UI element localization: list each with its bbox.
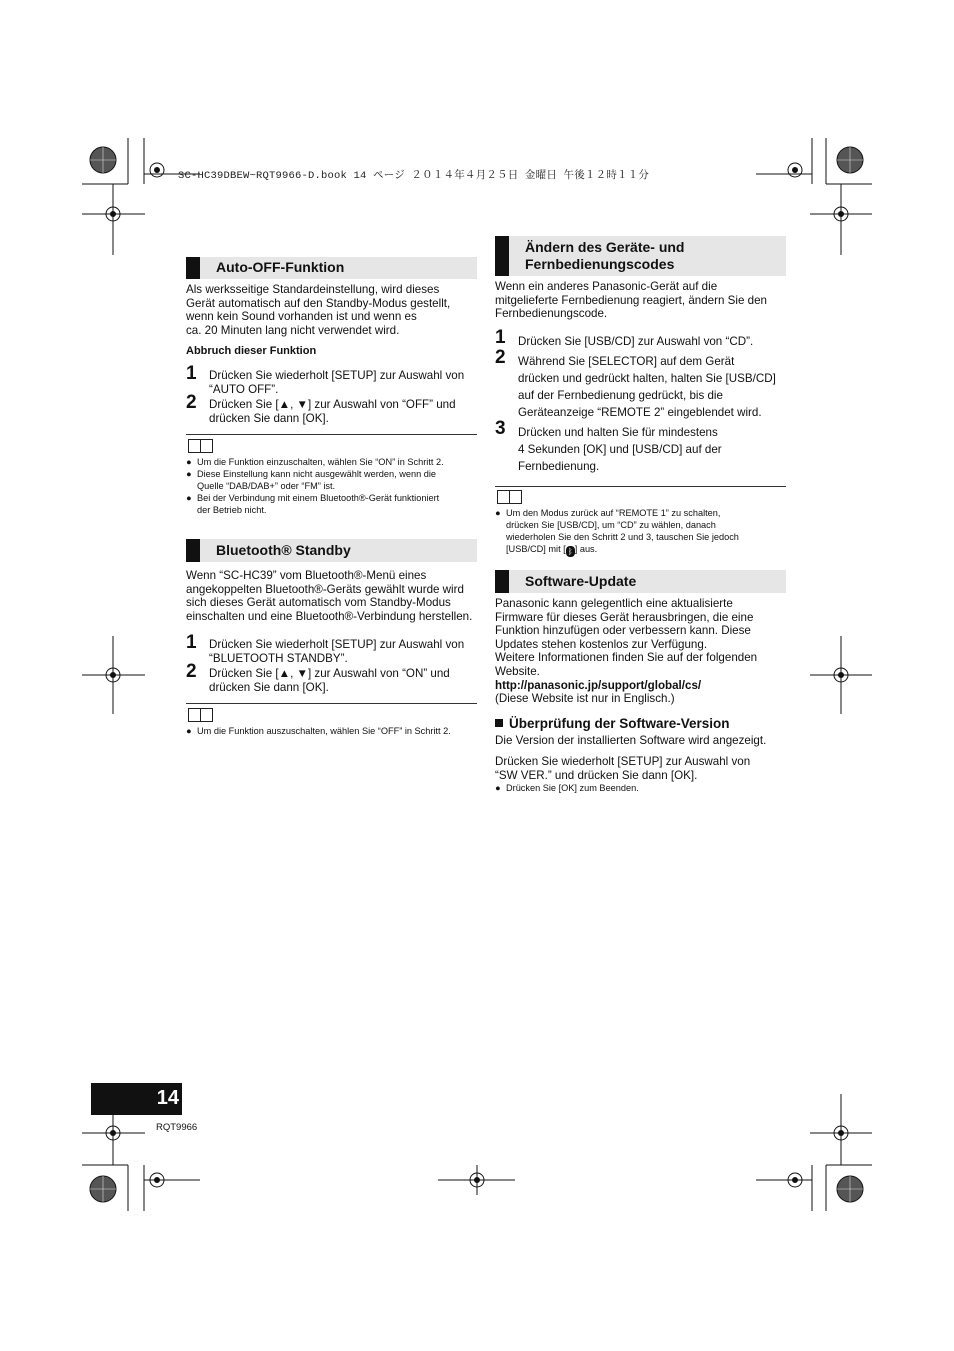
codes-intro: Wenn ein anderes Panasonic-Gerät auf die mitgelieferte Fernbedienung reagiert, ändern Sie den Fernbedienungscode. — [495, 280, 767, 321]
bluetooth-icon: ᛒ — [566, 546, 575, 557]
divider — [186, 434, 477, 435]
doc-code: RQT9966 — [156, 1122, 198, 1133]
divider — [495, 486, 786, 487]
section-header-bt-standby — [186, 539, 477, 562]
book-icon — [188, 708, 214, 722]
section-header-software — [495, 570, 786, 593]
heading-codes: Ändern des Geräte- und Fernbedienungscodes — [525, 239, 685, 272]
check-step: Drücken Sie wiederholt [SETUP] zur Auswahl von “SW VER.” und drücken Sie dann [OK]. — [495, 755, 751, 782]
check-desc: Die Version der installierten Software wird angezeigt. — [495, 734, 767, 747]
check-heading: Überprüfung der Software-Version — [495, 716, 730, 732]
divider — [186, 703, 477, 704]
heading-auto-off: Auto-OFF-Funktion — [216, 259, 345, 275]
software-url[interactable]: http://panasonic.jp/support/global/cs/ — [495, 678, 702, 692]
page-number-box — [91, 1083, 182, 1115]
subheading-cancel: Abbruch dieser Funktion — [186, 345, 317, 357]
section-header-codes — [495, 236, 786, 276]
auto-off-intro: Als werksseitige Standardeinstellung, wird dieses Gerät automatisch auf den Standby-Modus gestellt, wenn kein Sound vorhanden ist und wenn es ca. 20 Minuten lang nicht verwendet wird. — [186, 283, 451, 337]
software-body: Panasonic kann gelegentlich eine aktualisierte Firmware für dieses Gerät herausbringen, die eine Funktion hinzufügen oder verbessern kann. Diese Updates stehen kostenlos zur Verfügung. Weitere Informationen finden Sie auf der folgenden Website. http://panasonic.jp/support/global/cs/ (Diese Website ist nur in Englisch.) — [495, 597, 758, 706]
page-number: 14 — [156, 1087, 179, 1109]
print-info: SC-HC39DBEW~RQT9966-D.book 14 ページ ２０１４年４月２５日 金曜日 午後１２時１１分 — [178, 170, 650, 182]
bt-standby-intro: Wenn “SC-HC39” vom Bluetooth®-Menü eines angekoppelten Bluetooth®-Geräts gewählt wurde wird sich dieses Gerät automatisch vom Standby-Modus einschalten und eine Bluetooth®-Verbindung herstellen. — [186, 569, 473, 623]
book-icon — [497, 490, 523, 504]
heading-software: Software-Update — [525, 573, 637, 589]
heading-bt-standby: Bluetooth® Standby — [216, 542, 351, 558]
section-header-auto-off — [186, 257, 477, 279]
book-icon — [188, 439, 214, 453]
